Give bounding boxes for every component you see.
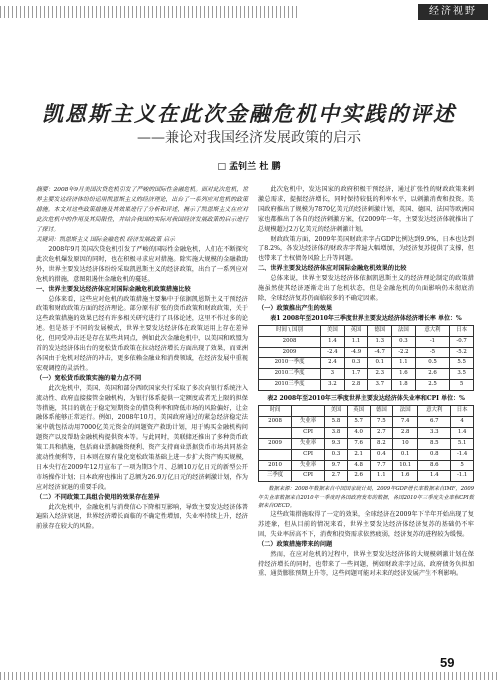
table-cell: 7.6 <box>347 438 370 449</box>
table-header-cell: 日本 <box>451 406 474 417</box>
table-row <box>259 347 474 358</box>
abstract-block <box>36 185 248 245</box>
table-row <box>259 449 474 460</box>
right-column <box>258 185 474 579</box>
section-1-paragraph: 总体来看，这些应对危机的政策措施主要集中于依据凯恩斯主义干预经济政策和财政政策方面的经济理论。部分原有扩张的货币政策和财政政策，关于这些政策措施的效果已经有许多相关研究进行了具体论述，这里不作过多的论述。但是基于不同的发展模式，世界主要发达经济体在政策运用上存在差异化，但同受冲击还是存在某些共同点，例如此次金融危机中，以美国和欧盟为首的发达经济体出台的宽松货币政策在拉动经济增长方面出现了效果，而亚洲各国由于危机对经济的冲击，更多依赖金融业和消费领域，在经济发展中重视宏观调控的灵活性。 <box>36 295 248 372</box>
table-cell: 1.1 <box>370 471 393 482</box>
table-cell: 2008 <box>259 416 292 427</box>
table-cell: 1.7 <box>344 369 368 380</box>
table-cell: 2.7 <box>325 471 348 482</box>
subsection-heading-2: （二）不同政策工具组合使用的效果存在差异 <box>36 493 160 501</box>
table-header-row <box>259 406 474 417</box>
table-cell: 3.8 <box>325 427 348 438</box>
subsection-heading-4: （二）政策措施带来的问题 <box>258 540 333 548</box>
table-cell: 3.2 <box>321 380 345 391</box>
table-cell: 0.3 <box>325 449 348 460</box>
table-cell: 7.4 <box>393 416 418 427</box>
table-cell: 8.2 <box>370 438 393 449</box>
table-cell: 5.7 <box>347 416 370 427</box>
right-paragraph-1: 此次危机中，发达国家的政府积极干预经济，通过扩张性的财政政策来刺激总需求，提振经济增长，同时保持较低的利率水平，以刺激消费和投资。美国政府推出了规模为7870亿美元的经济刺激计划，英国、德国、法国等欧洲国家也都推出了各自的经济刺激方案，仅2009年一年，主要发达经济体就推出了总规模超过2万亿美元的经济刺激计划。 <box>258 186 474 233</box>
table-cell: 0.8 <box>418 449 451 460</box>
table-cell: 2008 <box>259 336 321 347</box>
intro-paragraph: 2008年9月美国次贷危机引发了严峻的国际性金融危机，人们在不断探究此次危机爆发原因的同时，也在积极寻求应对措施。除实施大规模的金融救助外，世界主要发达经济体纷纷采取凯恩斯主义的经济政策，出台了一系列应对危机的措施，意图阻遏住金融危机的蔓延。 <box>36 246 248 283</box>
table-header-cell: 法国 <box>393 406 418 417</box>
left-column <box>36 185 248 532</box>
right-tail-paragraph-1: 这些政策措施取得了一定的效果，全球经济在2009年下半年开始出现了复苏迹象，但从目前的情况来看，世界主要发达经济体经济复苏的基础仍不牢固，失业率居高不下，消费和投资需求依然疲弱，经济复苏的进程较为缓慢。 <box>258 510 474 538</box>
subsection-heading-3: （一）政策推出产生的效果 <box>258 304 333 312</box>
decorative-stripes <box>0 6 300 18</box>
section-2-paragraph: 总体来说，世界主要发达经济体依据凯恩斯主义的经济理论制定的政策措施虽然使其经济逐渐走出了危机状态，但是金融危机的负面影响仍未彻底消除，全球经济复苏仍面临较多的不确定因素。 <box>258 275 474 302</box>
keywords-text: 关键词：凯恩斯主义 国际金融危机 经济发展政策 启示 <box>36 237 175 243</box>
table-cell: CPI <box>292 427 325 438</box>
table-cell: 7.7 <box>370 460 393 471</box>
table-cell: CPI <box>292 449 325 460</box>
table-cell: -0.7 <box>450 336 474 347</box>
table-cell: 1.6 <box>392 369 416 380</box>
table-row <box>259 358 474 369</box>
table-cell: 0.1 <box>393 449 418 460</box>
table-cell: 2.7 <box>370 427 393 438</box>
table-cell: 0.3 <box>392 336 416 347</box>
table-cell: 5.5 <box>450 358 474 369</box>
table-cell: 5 <box>450 380 474 391</box>
table-cell: 1.3 <box>368 336 392 347</box>
table-cell: 4.8 <box>347 460 370 471</box>
table-cell: -4.7 <box>368 347 392 358</box>
table-cell: -5 <box>415 347 450 358</box>
table-cell: -1.1 <box>451 471 474 482</box>
table-cell: 5 <box>451 460 474 471</box>
table-cell: 8.6 <box>418 460 451 471</box>
table-cell: 3.7 <box>368 380 392 391</box>
table-cell: CPI <box>292 471 325 482</box>
table-header-cell: 日本 <box>450 325 474 336</box>
table-cell: 1.6 <box>393 471 418 482</box>
section-heading-2: 二、世界主要发达经济体应对国际金融危机效果的比较 <box>258 265 407 273</box>
author-line: □ 孟钊兰 杜 鹏 <box>217 162 281 172</box>
table-1 <box>258 325 474 391</box>
table-cell: 1.4 <box>451 427 474 438</box>
table-cell: 2.3 <box>368 369 392 380</box>
table-cell: 6.7 <box>418 416 451 427</box>
table-cell: 10.1 <box>393 460 418 471</box>
table-cell: -5.2 <box>450 347 474 358</box>
table-cell: 2010二季度 <box>259 369 321 380</box>
table-header-cell: 英国 <box>347 406 370 417</box>
table-cell: -1.4 <box>451 449 474 460</box>
table-header-cell: 德国 <box>370 406 393 417</box>
table-row <box>259 416 474 427</box>
table-cell: 1.8 <box>392 380 416 391</box>
bottom-decoration-bar <box>0 672 498 680</box>
table-header-cell: 时间 <box>259 406 292 417</box>
table-row <box>259 460 474 471</box>
table-cell <box>259 427 292 438</box>
table-header-cell: 英国 <box>344 325 368 336</box>
abstract-text: 摘要：2008年9月美国次贷危机引发了严峻的国际性金融危机。面对此次危机，世界主要发达经济体纷纷运用凯恩斯主义的经济理论，出台了一系列应对危机的政策措施。本文对这些政策措施及其效果进行了分析和评述，揭示了凯恩斯主义在应对此次危机中的作用及其局限性，并结合我国的实际对我国经济发展政策的启示进行了探讨。 <box>36 187 248 233</box>
table-header-row <box>259 325 474 336</box>
section-tag: 经济视野 <box>418 4 488 20</box>
table-cell: 3.3 <box>418 427 451 438</box>
table-cell: 三季度 <box>259 471 292 482</box>
table-cell: 4.0 <box>347 427 370 438</box>
table-cell: 失业率 <box>292 438 325 449</box>
table-row <box>259 369 474 380</box>
table-cell: 5.8 <box>325 416 348 427</box>
table-header-cell: 美国 <box>321 325 345 336</box>
table-cell: 8.5 <box>418 438 451 449</box>
article-subtitle: ——兼论对我国经济发展政策的启示 <box>137 130 361 146</box>
table-cell: -2.4 <box>321 347 345 358</box>
table-cell: 失业率 <box>292 416 325 427</box>
table-1-caption: 表1 2008年至2010年三季度世界主要发达经济体经济增长率 单位：% <box>270 314 462 322</box>
table-cell: 3 <box>321 369 345 380</box>
section-heading-1: 一、世界主要发达经济体应对国际金融危机政策措施比较 <box>36 285 191 293</box>
subsection-1-paragraph: 此次危机中，美国、英国和部分西欧国家央行采取了多次向银行系统注入流动性、政府直接接管金融机构，为银行体系提供一定额度或者无上限的担保等措施，其目的就在于稳定短期资金的借贷利率和降低市场的风险偏好，让金融体系能够正常运行。例如，2008年10月，美国政府通过的紧急经济稳定法案中就包括动用7000亿美元资金的问题资产救助计划，用于购买金融机构问题资产以及帮助金融机构提供资本等。与此同时，美联储还推出了多种货币政策工具和措施，包括商业票据融资便利、资产支持商业票据货币市场共同基金流动性便利等，日本则在原有量化宽松政策基础上进一步扩大资产购买规模，日本央行在2009年12月宣布了一项为期3个月、总额10万亿日元的新型公开市场操作计划；日本政府也推出了总额为26.9万亿日元的经济刺激计划，作为应对经济衰退的重要手段。 <box>36 384 248 491</box>
table-cell: 1.1 <box>392 358 416 369</box>
table-cell: 0.1 <box>368 358 392 369</box>
table-cell: -1 <box>415 336 450 347</box>
table-header-cell: 美国 <box>325 406 348 417</box>
table-2-caption: 表2 2008年至2010年三季度世界主要发达经济体失业率和CPI 单位：% <box>267 395 465 403</box>
table-cell: 2.5 <box>415 380 450 391</box>
table-row <box>259 380 474 391</box>
subsection-heading-1: （一）宽松货币政策实施的着力点不同 <box>36 374 142 382</box>
right-tail-paragraph-2: 然而，在应对危机的过程中，世界主要发达经济体的大规模刺激计划在保持经济增长的同时，也带来了一些问题，例如财政赤字过高、政府债务负担加重、通货膨胀预期上升等，这些问题可能对未来的经济发展产生不利影响。 <box>258 550 474 578</box>
subsection-2-paragraph: 此次危机中，金融危机与消费信心下降相互影响，导致主要发达经济体普遍陷入经济衰退，世界经济增长面临的不确定性增加，失业率持续上升，经济前景存在较大的风险。 <box>36 503 248 531</box>
table-cell: 9.7 <box>325 460 348 471</box>
table-cell: 2010一季度 <box>259 358 321 369</box>
page-number: 59 <box>440 655 455 670</box>
table-cell: 1.1 <box>344 336 368 347</box>
table-header-cell: 时间 \ 国别 <box>259 325 321 336</box>
table-2 <box>258 405 474 482</box>
table-cell: 2010三季度 <box>259 380 321 391</box>
table-row <box>259 427 474 438</box>
table-cell: 2.6 <box>347 471 370 482</box>
table-row <box>259 336 474 347</box>
table-cell: 2009 <box>259 438 292 449</box>
table-header-cell: 意大利 <box>418 406 451 417</box>
table-cell: 1.4 <box>418 471 451 482</box>
table-cell: -2.2 <box>392 347 416 358</box>
table-row <box>259 438 474 449</box>
table-header-cell: 德国 <box>368 325 392 336</box>
table-cell: 0.5 <box>415 358 450 369</box>
table-cell: -4.9 <box>344 347 368 358</box>
table-cell: 2010 <box>259 460 292 471</box>
table-cell: 1.4 <box>321 336 345 347</box>
table-cell: 3.5 <box>450 369 474 380</box>
table-cell: 7.5 <box>370 416 393 427</box>
table-cell: 10 <box>393 438 418 449</box>
table-header-cell: 意大利 <box>415 325 450 336</box>
table-cell: 0.3 <box>344 358 368 369</box>
table-cell: 失业率 <box>292 460 325 471</box>
table-cell: 2.6 <box>415 369 450 380</box>
table-header-cell <box>292 406 325 417</box>
table-cell: 2.4 <box>321 358 345 369</box>
table-cell: 9.3 <box>325 438 348 449</box>
table-cell <box>259 449 292 460</box>
right-paragraph-2: 财政政策方面，2009年美国财政赤字占GDP比例达到9.9%，日本也达到了8.2%，各发达经济体的财政赤字普遍大幅增加，为经济复苏提供了支撑，但也带来了主权债务风险上升等问题。 <box>258 235 474 263</box>
top-decoration-bar <box>0 0 498 24</box>
table-cell: 2009 <box>259 347 321 358</box>
table-cell: 5.1 <box>451 438 474 449</box>
table-cell: 0.4 <box>370 449 393 460</box>
table-source-note: 数据来源：2008年数据来自中国国家统计局，2009年GDP增长率数据来自IMF，2009年失业率数据来自2010年一季度时各国政府发布的数据，各国2010年三季度失业率和CPI数据来自OECD。 <box>258 486 474 509</box>
table-cell: 4 <box>451 416 474 427</box>
table-cell: 2.8 <box>393 427 418 438</box>
table-cell: 2.8 <box>344 380 368 391</box>
table-row <box>259 471 474 482</box>
article-title: 凯恩斯主义在此次金融危机中实践的评述 <box>42 103 456 126</box>
table-cell: 2.1 <box>347 449 370 460</box>
table-header-cell: 法国 <box>392 325 416 336</box>
